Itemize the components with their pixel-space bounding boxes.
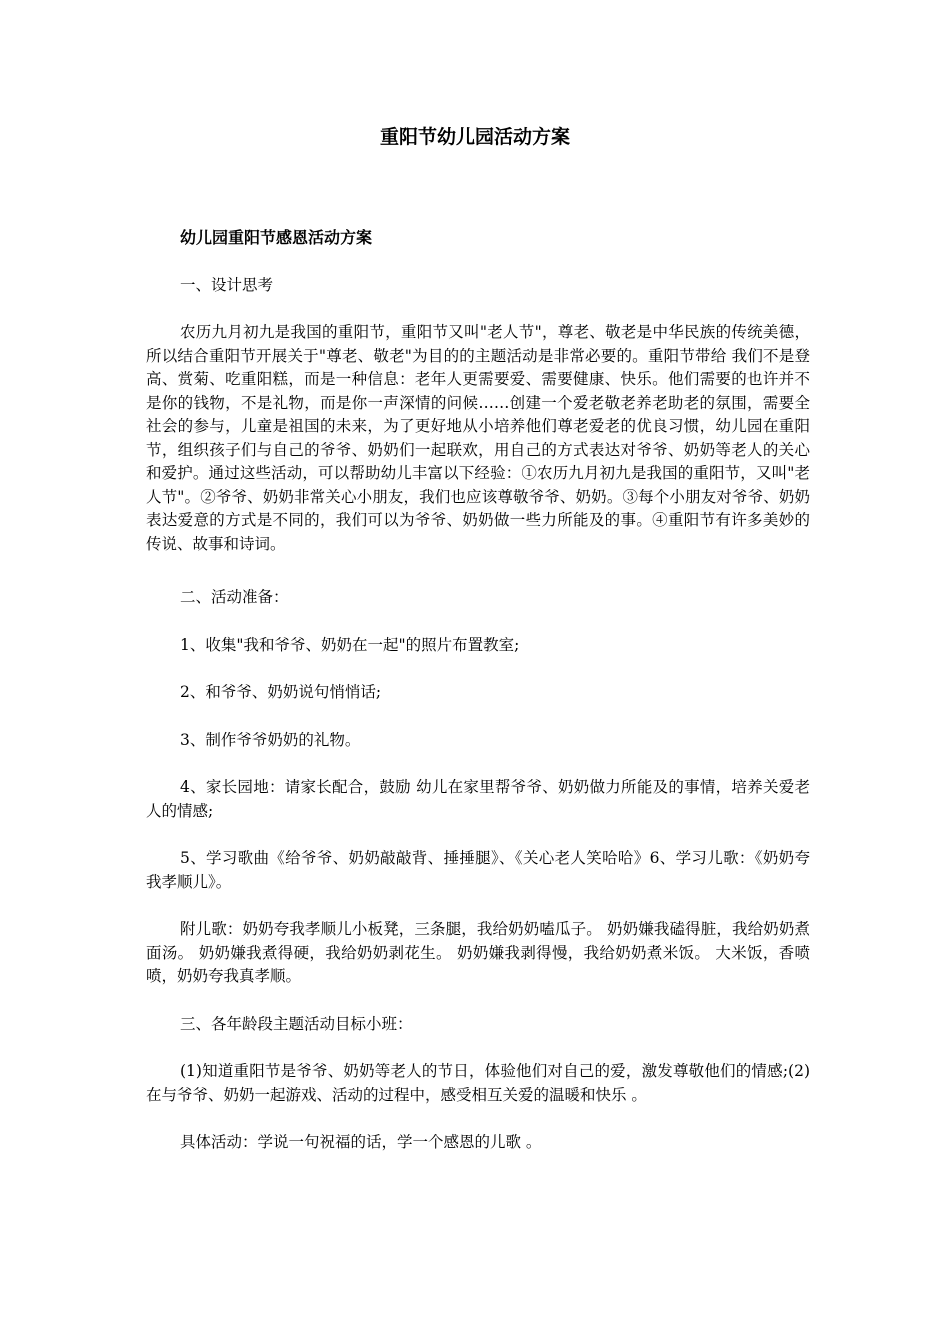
prep-item: 4、家长园地：请家长配合，鼓励 幼儿在家里帮爷爷、奶奶做力所能及的事情，培养关爱老人的情感;: [146, 778, 810, 820]
prep-item: 3、制作爷爷奶奶的礼物。: [180, 730, 361, 749]
rhyme-paragraph: 附儿歌：奶奶夸我孝顺儿小板凳，三条腿，我给奶奶嗑瓜子。 奶奶嫌我磕得脏，我给奶奶煮面汤。 奶奶嫌我煮得硬，我给奶奶剥花生。 奶奶嫌我剥得慢，我给奶奶煮米饭。 大米饭，香喷喷，奶奶夸我真孝顺。: [146, 920, 810, 985]
section-heading-design: 一、设计思考: [180, 275, 274, 294]
prep-item: 2、和爷爷、奶奶说句悄悄话;: [180, 683, 382, 701]
section-heading-preparation: 二、活动准备：: [180, 588, 289, 606]
document-body: [146, 226, 810, 1155]
prep-item: 1、收集"我和爷爷、奶奶在一起"的照片布置教室;: [180, 635, 520, 654]
section-body-goals: (1)知道重阳节是爷爷、奶奶等老人的节日，体验他们对自己的爱，激发尊敬他们的情感;(2)在与爷爷、奶奶一起游戏、活动的过程中，感受相互关爱的温暖和快乐 。: [146, 1062, 810, 1104]
prep-item: 5、学习歌曲《给爷爷、奶奶敲敲背、捶捶腿》、《关心老人笑哈哈》6、学习儿歌：《奶奶夸我孝顺儿》。: [146, 849, 810, 891]
specific-activity: 具体活动：学说一句祝福的话，学一个感恩的儿歌 。: [180, 1133, 542, 1151]
section-body-design: 农历九月初九是我国的重阳节，重阳节又叫"老人节"，尊老、敬老是中华民族的传统美德，所以结合重阳节开展关于"尊老、敬老"为目的的主题活动是非常必要的。重阳节带给 我们不是登高、赏菊、吃重阳糕，而是一种信息：老年人更需要爱、需要健康、快乐。他们需要的也许并不是你的钱物，不是礼物，而是你一声深情的问候……创建一个爱老敬老养老助老的氛围，需要全社会的参与，儿童是祖国的未来，为了更好地从小培养他们尊老爱老的优良习惯，幼儿园在重阳节，组织孩子们与自己的爷爷、奶奶们一起联欢，用自己的方式表达对爷爷、奶奶等老人的关心和爱护。通过这些活动，可以帮助幼儿丰富以下经验：①农历九月初九是我国的重阳节，又叫"老人节"。②爷爷、奶奶非常关心小朋友，我们也应该尊敬爷爷、奶奶。③每个小朋友对爷爷、奶奶表达爱意的方式是不同的，我们可以为爷爷、奶奶做一些力所能及的事。④重阳节有许多美妙的传说、故事和诗词。: [146, 323, 810, 553]
section-heading-goals: 三、各年龄段主题活动目标小班：: [180, 1014, 413, 1033]
document-title: 重阳节幼儿园活动方案: [379, 126, 570, 148]
document-subtitle: 幼儿园重阳节感恩活动方案: [180, 228, 373, 247]
